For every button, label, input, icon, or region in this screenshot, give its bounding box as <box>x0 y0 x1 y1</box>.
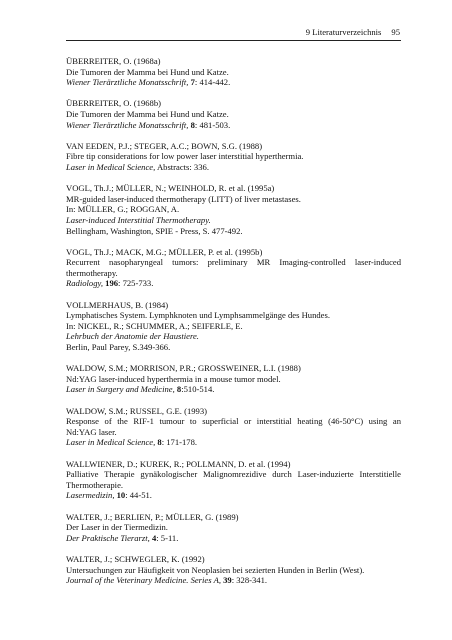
reference-title: Untersuchungen zur Häufigkeit von Neoplasien bei sezierten Hunden in Berlin (West). <box>66 564 365 575</box>
reference-entry <box>66 141 401 173</box>
page-number: 95 <box>391 27 400 37</box>
header-rule <box>66 40 401 41</box>
reference-entry <box>66 247 401 289</box>
reference-journal: Lasermedizin, <box>66 490 115 501</box>
reference-pages: : 44-51. <box>125 490 152 501</box>
reference-author: WALTER, J.; BERLIEN, P.; MÜLLER, G. (1989) <box>66 511 239 522</box>
reference-author: VAN EEDEN, P.J.; STEGER, A.C.; BOWN, S.G. (1988) <box>66 140 263 151</box>
reference-title-continued: Nd:YAG laser. <box>66 426 117 437</box>
reference-book-title: Laser-induced Interstitial Thermotherapy. <box>66 214 211 225</box>
reference-volume: 8 <box>176 384 182 395</box>
reference-author: ÜBERREITER, O. (1968b) <box>66 98 162 109</box>
reference-title: Response of the RIF-1 tumour to superficial or interstitial heating (46-50°C) using an <box>66 416 401 427</box>
reference-source <box>66 575 401 586</box>
reference-title: Die Tumoren der Mamma bei Hund und Katze. <box>66 108 229 119</box>
reference-journal: Journal of the Veterinary Medicine. Series A, <box>66 575 221 586</box>
reference-title: Recurrent nasopharyngeal tumors: preliminary MR Imaging-controlled laser-induced <box>66 257 401 268</box>
reference-source <box>66 278 401 289</box>
reference-source <box>66 120 401 131</box>
reference-source <box>66 490 401 501</box>
reference-author: ÜBERREITER, O. (1968a) <box>66 56 161 66</box>
reference-journal: Der Praktische Tierarzt, <box>66 532 150 543</box>
reference-entry <box>66 459 401 501</box>
reference-title: Lymphatisches System. Lymphknoten und Lymphsammelgänge des Hundes. <box>66 310 330 321</box>
reference-pages: : 414-442. <box>194 77 231 88</box>
reference-editors: In: MÜLLER, G.; ROGGAN, A. <box>66 204 180 215</box>
reference-volume: 39 <box>223 575 232 586</box>
reference-entry <box>66 183 401 236</box>
reference-entry <box>66 512 401 544</box>
reference-author: VOGL, Th.J.; MÜLLER, N.; WEINHOLD, R. et al. (1995a) <box>66 183 275 194</box>
reference-journal: Laser in Surgery and Medicine, <box>66 384 175 395</box>
reference-pages: : 171-178. <box>161 437 198 448</box>
reference-volume: 4 <box>151 532 157 543</box>
reference-title: Die Tumoren der Mamma bei Hund und Katze. <box>66 66 229 77</box>
reference-editors: In: NICKEL, R.; SCHUMMER, A.; SEIFERLE, E. <box>66 320 243 331</box>
reference-title-continued: thermotherapy. <box>66 267 118 278</box>
reference-source <box>66 437 401 448</box>
reference-author: WALDOW, S.M.; RUSSEL, G.E. (1993) <box>66 405 208 416</box>
reference-publisher: Berlin, Paul Parey, S.349-366. <box>66 342 171 353</box>
reference-pages: : 328-341. <box>231 575 268 586</box>
reference-volume: 10 <box>116 490 126 501</box>
running-header <box>306 27 400 37</box>
reference-entry <box>66 56 401 88</box>
reference-author: WALLWIENER, D.; KUREK, R.; POLLMANN, D. et al. (1994) <box>66 458 291 469</box>
reference-journal: Radiology, <box>66 278 103 289</box>
reference-title: Nd:YAG laser-induced hyperthermia in a mouse tumor model. <box>66 373 281 384</box>
reference-entry <box>66 98 401 130</box>
reference-title: Fibre tip considerations for low power laser interstitial hyperthermia. <box>66 151 304 162</box>
reference-source <box>66 533 401 544</box>
reference-volume: 7 <box>190 77 195 88</box>
reference-pages: :510-514. <box>181 384 215 395</box>
reference-list <box>66 56 401 596</box>
reference-publisher: Bellingham, Washington, SPIE - Press, S. 477-492. <box>66 225 243 236</box>
reference-pages: : 481-503. <box>194 119 231 130</box>
reference-title: Palliative Therapie gynäkologischer Malignomrezidive durch Laser-induzierte Interstitielle <box>66 469 401 480</box>
reference-pages: : 725-733. <box>118 278 154 289</box>
reference-pages: : 5-11. <box>156 532 179 543</box>
reference-volume: 8 <box>190 119 195 130</box>
reference-title-continued: Thermotherapie. <box>66 479 124 490</box>
reference-entry <box>66 300 401 353</box>
reference-journal: Laser in Medical Science, <box>66 161 156 172</box>
reference-entry <box>66 554 401 586</box>
section-title: 9 Literaturverzeichnis <box>305 27 382 37</box>
reference-source <box>66 162 401 173</box>
reference-journal: Laser in Medical Science, <box>66 437 156 448</box>
reference-journal: Wiener Tierärztliche Monatsschrift, <box>66 77 189 88</box>
reference-journal: Wiener Tierärztliche Monatsschrift, <box>66 119 189 130</box>
reference-author: WALTER, J.; SCHWEGLER, K. (1992) <box>66 553 205 564</box>
reference-entry <box>66 406 401 448</box>
reference-author: VOGL, Th.J.; MACK, M.G.; MÜLLER, P. et al. (1995b) <box>66 246 263 257</box>
reference-entry <box>66 363 401 395</box>
reference-source <box>66 77 401 88</box>
reference-author: WALDOW, S.M.; MORRISON, P.R.; GROSSWEINER, L.I. (1988) <box>66 363 301 374</box>
reference-title: Der Laser in der Tiermedizin. <box>66 522 168 533</box>
reference-pages: Abstracts: 336. <box>155 161 209 172</box>
reference-author: VOLLMERHAUS, B. (1984) <box>66 299 169 310</box>
reference-source <box>66 384 401 395</box>
reference-volume: 196 <box>105 278 119 289</box>
reference-volume: 8 <box>157 437 162 448</box>
reference-book-title: Lehrbuch der Anatomie der Haustiere. <box>66 331 199 342</box>
reference-title: MR-guided laser-induced thermotherapy (LITT) of liver metastases. <box>66 193 301 204</box>
